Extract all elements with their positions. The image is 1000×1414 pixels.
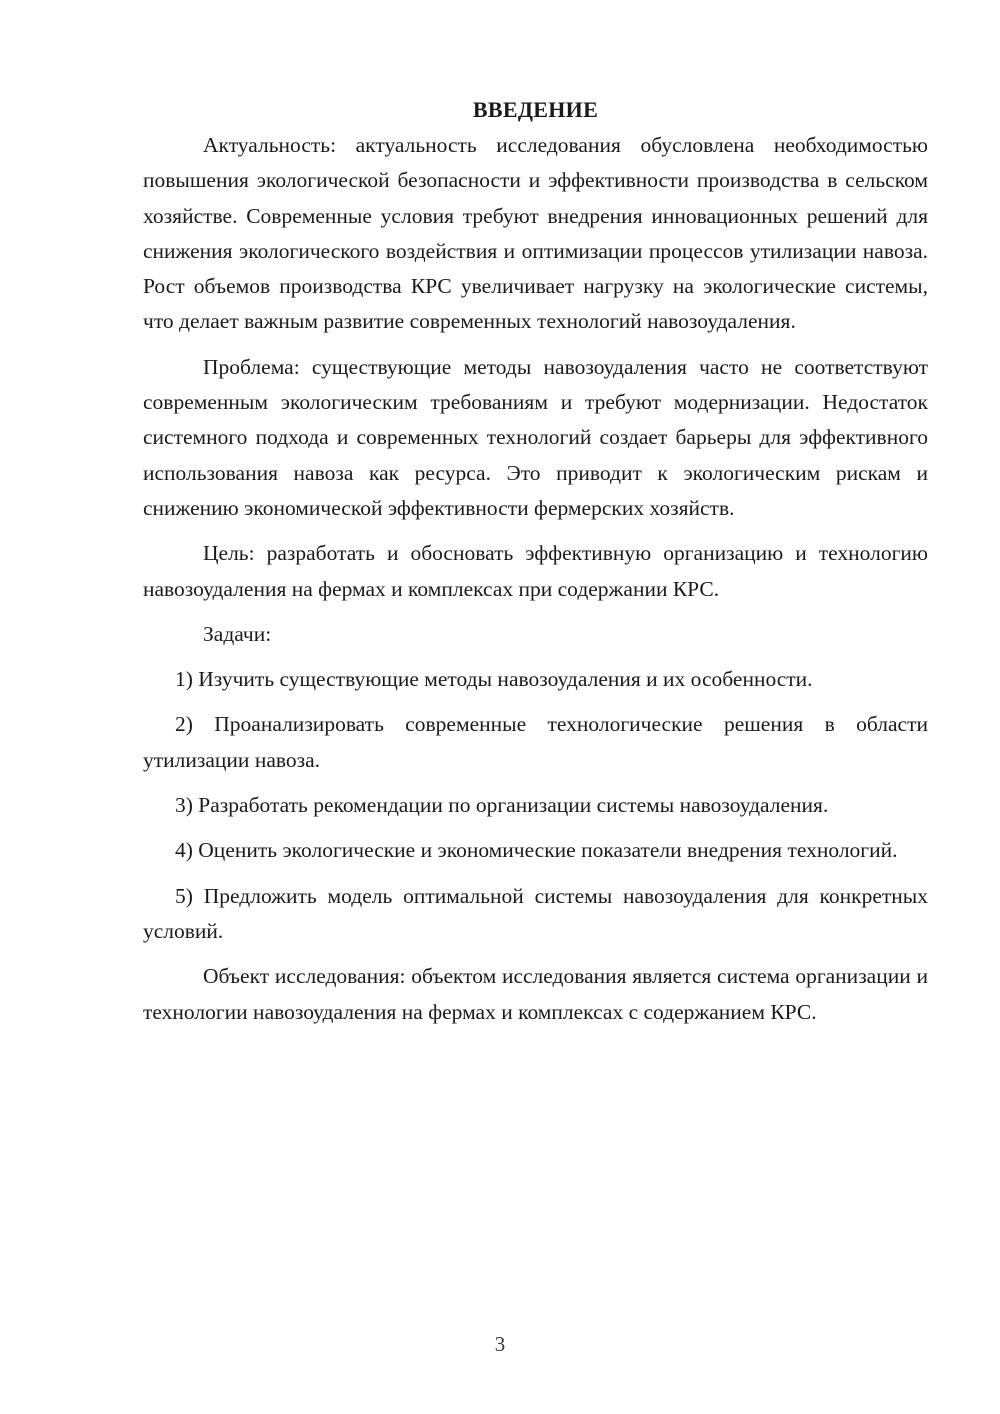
task-item-3: 3) Разработать рекомендации по организации системы навозоудаления. xyxy=(175,793,829,818)
paragraph-relevance: Актуальность: актуальность исследования обусловлена необходимостью повышения экологической безопасности и эффективности производства в сельском хозяйстве. Современные условия требуют внедрения инновационных решений для снижения экологического воздействия и оптимизации процессов утилизации навоза. Рост объемов производства КРС увеличивает нагрузку на экологические системы, что делает важным развитие современных технологий навозоудаления. xyxy=(143,133,928,334)
task-item-5: 5) Предложить модель оптимальной системы навозоудаления для конкретных условий. xyxy=(143,883,928,943)
task-item-4: 4) Оценить экологические и экономические показатели внедрения технологий. xyxy=(175,838,898,863)
document-page xyxy=(143,90,928,1040)
paragraph-tasks-heading: Задачи: xyxy=(203,621,272,646)
paragraph-goal: Цель: разработать и обосновать эффективную организацию и технологию навозоудаления на фермах и комплексах при содержании КРС. xyxy=(143,541,928,601)
paragraph-problem: Проблема: существующие методы навозоудаления часто не соответствуют современным экологическим требованиям и требуют модернизации. Недостаток системного подхода и современных технологий создает барьеры для эффективного использования навоза как ресурса. Это приводит к экологическим рискам и снижению экономической эффективности фермерских хозяйств. xyxy=(143,354,928,520)
page-number: 3 xyxy=(494,1332,506,1356)
task-item-2: 2) Проанализировать современные технологические решения в области утилизации навоза. xyxy=(143,712,928,772)
section-title: ВВЕДЕНИЕ xyxy=(472,97,599,122)
paragraph-object: Объект исследования: объектом исследования является система организации и технологии навозоудаления на фермах и комплексах с содержанием КРС. xyxy=(143,964,928,1024)
task-item-1: 1) Изучить существующие методы навозоудаления и их особенности. xyxy=(175,667,813,692)
